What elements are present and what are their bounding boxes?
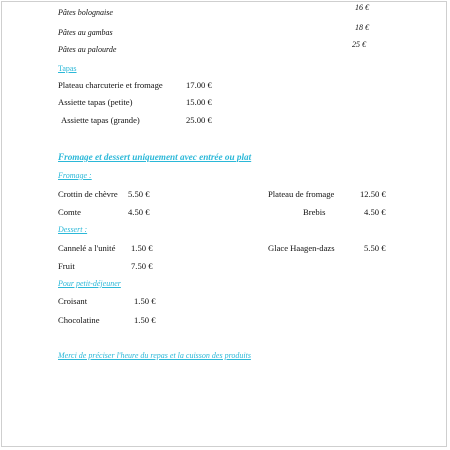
breakfast-item-price: 1.50 € xyxy=(134,315,156,325)
fromage-item-name: Crottin de chèvre xyxy=(58,189,118,199)
pasta-item-name: Pâtes au palourde xyxy=(58,45,117,54)
dessert-item-name: Glace Haagen-dazs xyxy=(268,243,335,253)
footer-note: Merci de préciser l'heure du repas et la cuisson des produits xyxy=(58,351,251,360)
dessert-item-price: 5.50 € xyxy=(364,243,386,253)
pasta-item-name: Pâtes au gambas xyxy=(58,28,113,37)
pasta-item-name: Pâtes bolognaise xyxy=(58,8,113,17)
breakfast-item-price: 1.50 € xyxy=(134,296,156,306)
pasta-item-price: 16 € xyxy=(355,3,369,12)
pasta-item-price: 25 € xyxy=(352,40,366,49)
tapas-item-price: 17.00 € xyxy=(186,80,212,90)
tapas-item-price: 25.00 € xyxy=(186,115,212,125)
dessert-item-name: Fruit xyxy=(58,261,75,271)
pasta-item-price: 18 € xyxy=(355,23,369,32)
tapas-heading: Tapas xyxy=(58,64,77,73)
tapas-item-price: 15.00 € xyxy=(186,97,212,107)
fromage-heading: Fromage : xyxy=(58,171,92,180)
tapas-item-name: Plateau charcuterie et fromage xyxy=(58,80,163,90)
fromage-item-name: Comte xyxy=(58,207,81,217)
dessert-item-name: Cannelé a l'unité xyxy=(58,243,116,253)
dessert-heading: Dessert : xyxy=(58,225,88,234)
dessert-item-price: 7.50 € xyxy=(131,261,153,271)
fromage-item-name: Plateau de fromage xyxy=(268,189,335,199)
fromage-item-price: 4.50 € xyxy=(364,207,386,217)
breakfast-item-name: Chocolatine xyxy=(58,315,100,325)
tapas-item-name: Assiette tapas (petite) xyxy=(58,97,133,107)
fromage-item-price: 5.50 € xyxy=(128,189,150,199)
dessert-item-price: 1.50 € xyxy=(131,243,153,253)
breakfast-heading: Pour petit-déjeuner xyxy=(58,279,121,288)
fromage-item-name: Brebis xyxy=(303,207,326,217)
cheese-dessert-note: Fromage et dessert uniquement avec entrée ou plat xyxy=(58,152,252,162)
tapas-item-name: Assiette tapas (grande) xyxy=(61,115,140,125)
breakfast-item-name: Croisant xyxy=(58,296,88,306)
fromage-item-price: 12.50 € xyxy=(360,189,386,199)
fromage-item-price: 4.50 € xyxy=(128,207,150,217)
